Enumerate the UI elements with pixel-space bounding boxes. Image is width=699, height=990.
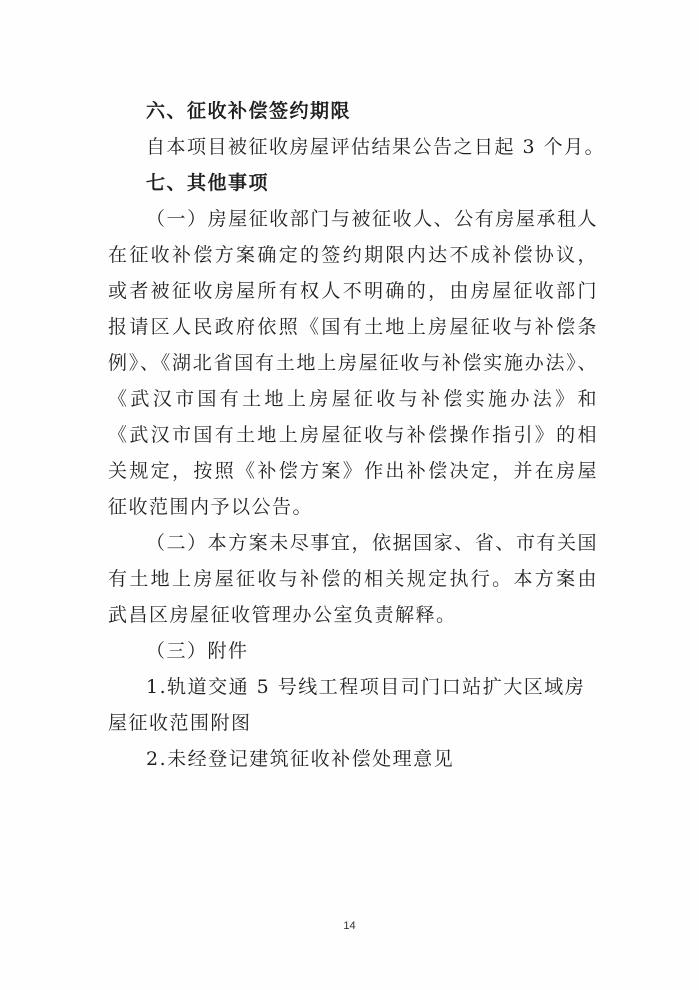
- section-7-item-3: （三）附件: [146, 640, 249, 662]
- attachment-1: 1.轨道交通 5 号线工程项目司门口站扩大区域房屋征收范围附图: [108, 676, 586, 734]
- section-6-paragraph: 自本项目被征收房屋评估结果公告之日起 3 个月。: [146, 136, 606, 158]
- document-body: [108, 93, 606, 777]
- page-number: 14: [343, 920, 356, 932]
- section-7-heading: 七、其他事项: [146, 172, 270, 194]
- attachment-2: 2.未经登记建筑征收补偿处理意见: [146, 748, 455, 770]
- section-6-heading: 六、征收补偿签约期限: [146, 100, 352, 122]
- section-7-item-1: （一）房屋征收部门与被征收人、公有房屋承租人在征收补偿方案确定的签约期限内达不成补偿协议，或者被征收房屋所有权人不明确的，由房屋征收部门报请区人民政府依照《国有土地上房屋征收与补偿条例》、《湖北省国有土地上房屋征收与补偿实施办法》、《武汉市国有土地上房屋征收与补偿实施办法》和《武汉市国有土地上房屋征收与补偿操作指引》的相关规定，按照《补偿方案》作出补偿决定，并在房屋征收范围内予以公告。: [108, 208, 598, 518]
- section-7-item-2: （二）本方案未尽事宜，依据国家、省、市有关国有土地上房屋征收与补偿的相关规定执行。本方案由武昌区房屋征收管理办公室负责解释。: [108, 532, 598, 626]
